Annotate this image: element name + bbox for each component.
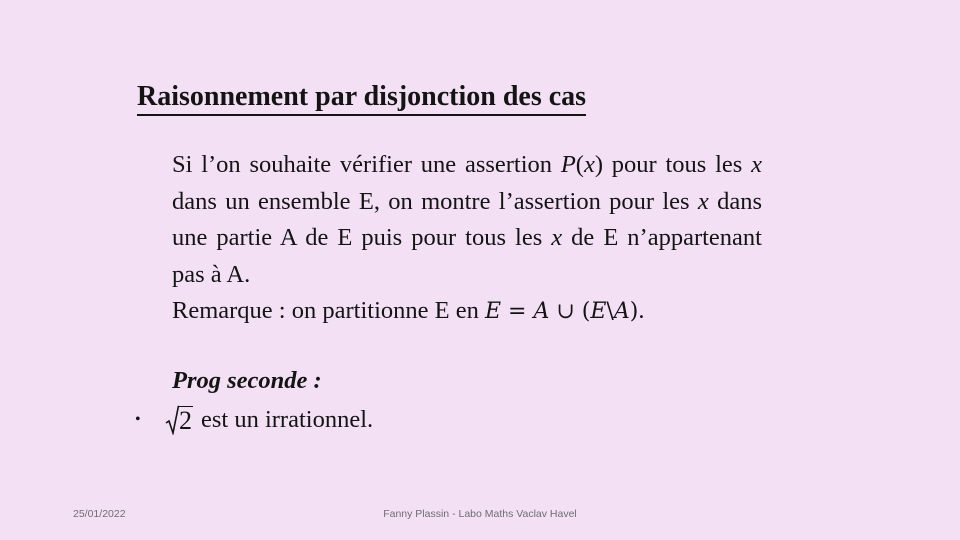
remark-line [172, 293, 762, 331]
square-root [165, 405, 193, 435]
radical-sign-icon [165, 405, 179, 435]
remark-math-E2: E [590, 299, 607, 324]
bullet-text: est un irrationnel. [201, 406, 374, 433]
paragraph-var-x-1: x [583, 151, 595, 178]
remark-math-E: E [484, 299, 502, 324]
paragraph-var-x-4: x [551, 224, 563, 251]
slide-body [172, 147, 762, 331]
prog-seconde-label: Prog seconde : [172, 367, 322, 394]
remark-math-setminus: \ [606, 299, 614, 324]
remark-math-eq: = [501, 299, 534, 324]
bullet-item [135, 400, 373, 440]
paragraph-text-3: dans un ensemble E, on montre l’assertion pour les [172, 187, 698, 215]
paragraph-var-x-3: x [697, 187, 709, 215]
remark-period: . [638, 297, 645, 324]
paragraph-text-1: Si l’on souhaite vérifier une assertion [172, 151, 561, 178]
paragraph-var-x-2: x [751, 151, 762, 178]
remark-math-rparen: ) [629, 299, 639, 324]
remark-math-A: A [533, 299, 550, 324]
assertion-paragraph [172, 147, 762, 293]
paragraph-text-2: ) pour tous les [594, 151, 752, 178]
remark-math-A2: A [613, 299, 630, 324]
footer-author: Fanny Plassin - Labo Maths Vaclav Havel [383, 508, 577, 520]
remark-text: Remarque : on partitionne E en [172, 297, 485, 324]
paragraph-paren-open: ( [575, 151, 584, 178]
footer-date: 25/01/2022 [73, 508, 126, 520]
remark-math-lparen: ( [581, 299, 591, 324]
paragraph-text-5: de E n’appartenant pas à A. [172, 224, 762, 288]
bullet-dot-icon: • [135, 411, 141, 428]
radicand: 2 [179, 406, 192, 435]
paragraph-text-4: dans une partie A de E puis pour tous les [172, 187, 762, 251]
remark-math-union: ∪ [549, 299, 582, 324]
paragraph-var-P: P [560, 151, 576, 178]
slide-title: Raisonnement par disjonction des cas [137, 80, 586, 116]
